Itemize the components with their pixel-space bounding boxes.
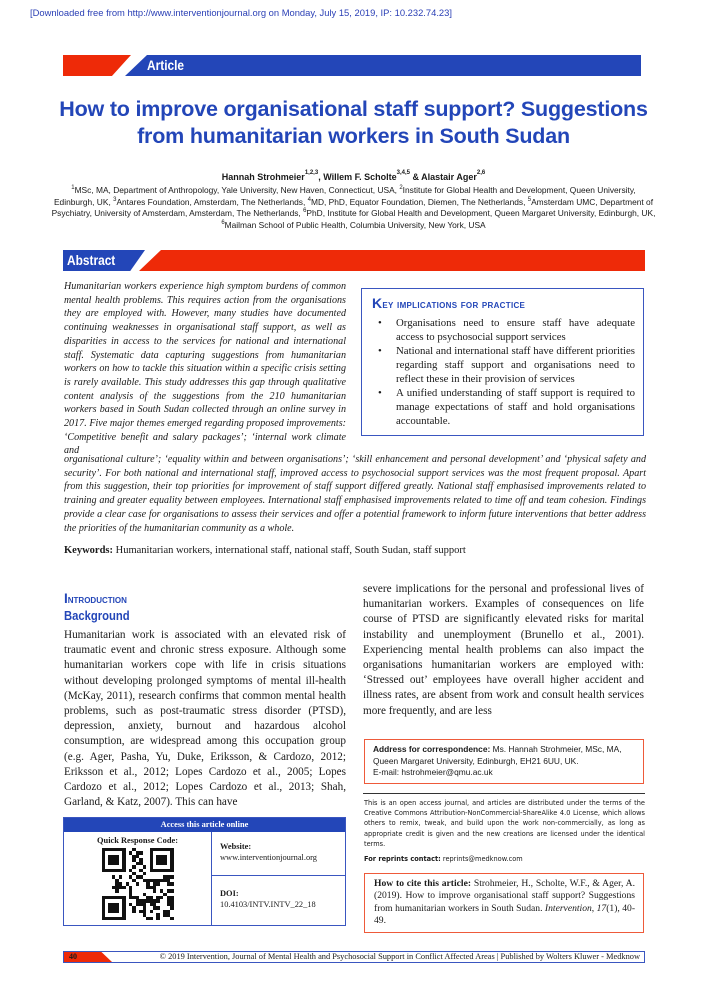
title-rest: ey implications for practice	[382, 299, 526, 311]
divider	[363, 793, 645, 794]
keywords-list: Humanitarian workers, international staff, national staff, South Sudan, staff support	[113, 545, 466, 556]
affiliation: Institute for Global Health and Development, Queen University, Edinburgh, UK,	[53, 185, 636, 207]
correspondence-label: Address for correspondence:	[373, 744, 491, 754]
article-section-bar	[63, 55, 641, 76]
list-item: • A unified understanding of staff support is required to manage expectations of staff and hold organisations accountable.	[372, 386, 635, 428]
affiliation: Antares Foundation, Amsterdam, The Netherlands,	[116, 196, 308, 207]
correspondence-box	[364, 739, 644, 784]
affiliations	[50, 185, 657, 231]
article-title: How to improve organisational staff support? Suggestions from humanitarian workers in South Sudan	[59, 97, 648, 148]
website-label: Website:	[220, 842, 252, 851]
abstract-text-column: Humanitarian workers experience high symptom burdens of common mental health problems. This requires action from the organisations they are employed with. However, many studies have documented continuing weaknesses in organisational staff support, as well as disparities in access to the services for national and international staff. Systematic data capturing suggestions from humanitarian workers on how to tackle this situation within a specific crisis setting is rarely available. This study addresses this gap through qualitative content analysis of the suggestions from the 210 humanitarian workers based in South Sudan collected through an online survey in 2017. Five major themes emerged regarding proposed improvements: ‘Competitive benefit and salary packages’; ‘internal work climate and	[64, 281, 346, 457]
correspondence-email[interactable]: E-mail: hstrohmeier@qmu.ac.uk	[373, 767, 493, 777]
introduction-heading	[64, 591, 127, 606]
page-number: 40	[69, 952, 77, 961]
citation-label: How to cite this article:	[374, 878, 472, 889]
key-implications-list	[372, 316, 635, 428]
website-link[interactable]: www.interventionjournal.org	[220, 853, 317, 862]
affil-sup: 3	[113, 196, 117, 203]
access-box-header: Access this article online	[64, 818, 345, 832]
citation-pages: (1), 40-49.	[374, 902, 636, 926]
title-initial: K	[372, 295, 383, 311]
qr-cell	[64, 832, 212, 925]
keywords-label: Keywords:	[64, 545, 113, 556]
license-text: This is an open access journal, and articles are distributed under the terms of the Creative Commons Attribution-NonCommercial-ShareAlike 4.0 License, which allows others to remix, tweak, and build upon the work non-commercially, as long as appropriate credit is given and the new creations are licensed under the identical terms.	[364, 799, 645, 848]
citation-sep: ,	[591, 902, 597, 914]
qr-code-icon[interactable]	[102, 848, 174, 920]
correspondence-address: Ms. Hannah Strohmeier, MSc, MA, Queen Margaret University, Edinburgh, EH21 6UU, UK.	[373, 744, 622, 766]
doi-cell	[211, 876, 345, 925]
reprints-contact	[364, 855, 523, 863]
author-separator: &	[410, 172, 422, 182]
abstract-text-full-width: organisational culture’; ‘equality within and between organisations’; ‘skill enhancement and personal development’ and ‘physical safety and security’. For both national and international staff, improved access to psychosocial support services was the most frequent proposal. Apart from this suggestion, their top priorities for improvement of staff support differed greatly. National staff emphasised improvements related to training and greater equality between employees. International staff emphasised improvements related to time off and team cohesion. Findings provide a clear case for organisations to assess their services and offer a potential framework to inform future interventions that better address the priorities of the humanitarian community as a whole.	[64, 454, 646, 534]
affil-sup: 5	[527, 196, 532, 203]
key-implications-title	[372, 295, 635, 311]
affil-sup: 6	[303, 208, 307, 215]
heading-rest: ntroduction	[67, 594, 127, 606]
author-name: Hannah Strohmeier	[221, 172, 305, 182]
author-name: Alastair Ager	[421, 172, 477, 182]
doi-label: DOI:	[220, 889, 239, 898]
abstract-heading: Abstract	[67, 252, 116, 268]
page-footer	[63, 951, 645, 963]
affil-sup: 1	[71, 185, 75, 191]
bar-blue-segment	[125, 55, 641, 76]
footer-copyright: © 2019 Intervention, Journal of Mental Health and Psychosocial Support in Conflict Affected Areas | Published by Wolters Kluwer - Medknow	[159, 952, 640, 961]
author-affil-sup: 2,6	[476, 170, 486, 176]
citation-text: Strohmeier, H., Scholte, W.F., & Ager, A. (2019). How to improve organisational staff support? Suggestions from humanitarian workers in South Sudan.	[374, 878, 635, 914]
author-affil-sup: 3,4,5	[396, 170, 410, 176]
keywords	[64, 545, 466, 556]
bar-red-segment	[63, 55, 131, 76]
background-subheading: Background	[64, 609, 130, 623]
affiliation: MSc, MA, Department of Anthropology, Yale University, New Haven, Connecticut, USA,	[74, 185, 400, 195]
download-banner: [Downloaded free from http://www.interventionjournal.org on Monday, July 15, 2019, IP: 10.232.74.23]	[30, 7, 452, 18]
abstract-section-bar	[63, 250, 645, 271]
bar-red-segment	[139, 250, 645, 271]
affiliation: PhD, Institute for Global Health and Development, Queen Margaret University, Edinburgh, UK,	[306, 208, 656, 219]
citation-volume: 17	[596, 902, 607, 914]
body-text-left: Humanitarian work is associated with an elevated risk of traumatic event and chronic stress exposure. Although some humanitarian workers cope with life in crisis situations without developing prolonged symptoms of mental ill-health (McKay, 2011), research confirms that common mental health problems, such as post-traumatic stress disorder (PTSD), depression, anxiety, burnout and hazardous alcohol consumption, are widespread among this occupation group (e.g. Ager, Pasha, Yu, Duke, Eriksson, & Cardozo, 2012; Eriksson et al., 2012; Lopes Cardozo et al., 2005; Lopes Cardozo et al., 2012; Lopes Cardozo et al., 2013; Shah, Garland, & Katz, 2007). This can have	[64, 629, 346, 809]
affil-sup: 4	[307, 196, 311, 203]
heading-initial: I	[64, 591, 68, 606]
affil-sup: 6	[221, 219, 225, 226]
qr-module	[170, 917, 173, 920]
affil-sup: 2	[399, 185, 403, 191]
access-online-box	[63, 817, 346, 926]
reprints-email[interactable]: reprints@medknow.com	[440, 855, 523, 863]
reprints-label: For reprints contact:	[364, 855, 441, 863]
affiliation: Amsterdam UMC, Department of Psychiatry, University of Amsterdam, Amsterdam, The Netherlands,	[51, 196, 654, 219]
key-implications-box	[361, 288, 644, 436]
website-cell	[211, 832, 345, 876]
body-text-right: severe implications for the personal and professional lives of humanitarian workers. Examples of consequences on life course of PTSD are significantly elevated risks for marital instability and unemployment (Brunello et al., 2001). Experiencing mental health problems can also impact the organisations humanitarian workers are employed with: ‘Stressed out’ employees have overall higher accident and illness rates, are absent from work and consult health services more frequently, and are less	[363, 583, 644, 717]
doi-link[interactable]: 10.4103/INTV.INTV_22_18	[220, 900, 316, 909]
affiliation: Mailman School of Public Health, Columbia University, New York, USA	[224, 219, 486, 230]
authors-line	[40, 172, 667, 182]
author-name: Willem F. Scholte	[323, 172, 397, 182]
article-type-label: Article	[147, 57, 185, 73]
citation-journal: Intervention	[544, 902, 592, 914]
author-separator: ,	[318, 172, 324, 182]
qr-label: Quick Response Code:	[97, 836, 178, 845]
citation-box	[364, 873, 644, 933]
affiliation: MD, PhD, Equator Foundation, Diemen, The Netherlands,	[310, 196, 528, 207]
author-affil-sup: 1,2,3	[304, 170, 319, 176]
list-item: • National and international staff have different priorities regarding staff support and organisations need to reflect these in their provision of services	[372, 344, 635, 386]
list-item: • Organisations need to ensure staff have adequate access to psychosocial support services	[372, 316, 635, 344]
